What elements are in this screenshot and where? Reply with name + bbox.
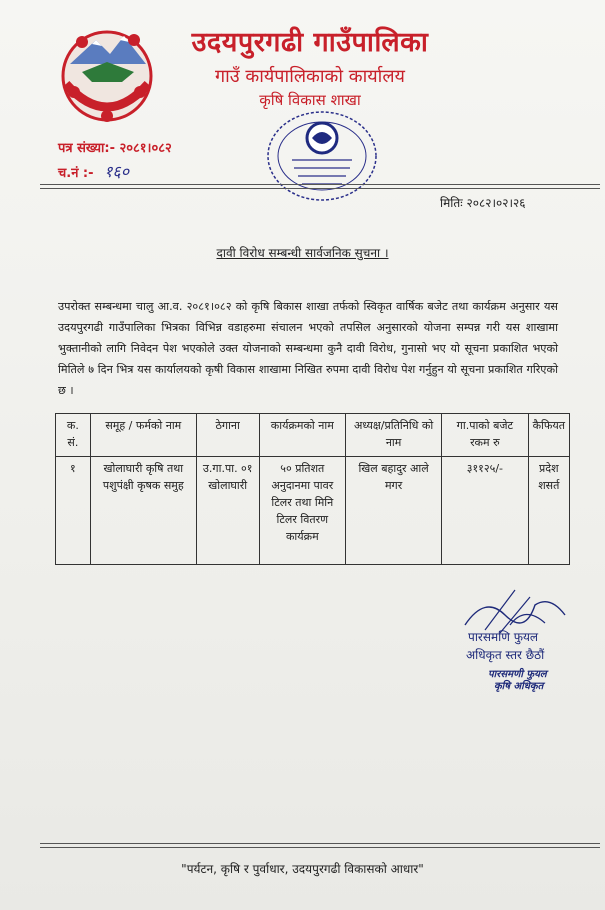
municipality-name: उदयपुरगढी गाउँपालिका bbox=[191, 27, 429, 58]
cell-remarks: प्रदेश शसर्त bbox=[528, 457, 569, 565]
col-program: कार्यक्रमको नाम bbox=[259, 414, 345, 457]
table-header-row bbox=[56, 414, 570, 457]
cell-budget: ३११२५/- bbox=[442, 457, 528, 565]
branch-name: कृषि विकास शाखा bbox=[259, 91, 361, 109]
table-row bbox=[56, 457, 570, 565]
signatory-name: पारसमणि फुयल bbox=[468, 630, 539, 644]
col-group: समूह / फर्मको नाम bbox=[90, 414, 196, 457]
cell-group: खोलाघारी कृषि तथा पशुपंक्षी कृषक समुह bbox=[90, 457, 196, 565]
col-budget: गा.पाको बजेट रकम रु bbox=[442, 414, 528, 457]
header-divider-2 bbox=[40, 188, 600, 189]
signature-stamp-title: कृषि अधिकृत bbox=[494, 681, 544, 692]
letter-number: पत्र संख्या:- २०८१।०८२ bbox=[58, 141, 172, 156]
col-sn: क. सं. bbox=[56, 414, 91, 457]
letter-date: मितिः २०८२।०२।२६ bbox=[440, 196, 526, 210]
col-chair: अध्यक्ष/प्रतिनिधि को नाम bbox=[346, 414, 442, 457]
cell-sn: १ bbox=[56, 457, 91, 565]
cell-address: उ.गा.पा. ०१ खोलाघारी bbox=[196, 457, 259, 565]
footer-divider bbox=[40, 843, 600, 844]
signature-stamp-name: पारसमणी फुयल bbox=[488, 669, 547, 680]
office-seal-stamp-icon bbox=[252, 98, 392, 206]
office-name: गाउँ कार्यपालिकाको कार्यालय bbox=[215, 66, 405, 87]
notice-subject: दावी विरोध सम्बन्धी सार्वजनिक सुचना । bbox=[216, 246, 389, 260]
col-address: ठेगाना bbox=[196, 414, 259, 457]
notice-body: उपरोक्त सम्बन्धमा चालु आ.व. २०८१।०८२ को कृषि बिकास शाखा तर्फको स्विकृत वार्षिक बजेट तथा कार्यक्रम अनुसार यस उदयपुरगढी गाउँपालिका भित्रका विभिन्न वडाहरुमा संचालन भएको तपसिल अनुसारको योजना सम्पन्न गरी यस शाखामा भुक्तानीको लागि निवेदन पेश भएकोले उक्त योजनाको सम्बन्धमा कुनै दावी विरोध, गुनासो भए यो सूचना प्रकाशित भएको मितिले ७ दिन भित्र यस कार्यालयको कृषी विकास शाखामा निखित रुपमा दावी विरोध पेश गर्नुहुन यो सूचना प्रकाशित गरिएको छ । bbox=[58, 300, 558, 397]
header-divider bbox=[40, 184, 600, 185]
footer-divider-2 bbox=[40, 847, 600, 848]
col-remarks: कैफियत bbox=[528, 414, 569, 457]
dispatch-number: च.नं :- १६० bbox=[58, 162, 130, 181]
program-table bbox=[55, 413, 570, 565]
nepal-emblem-icon bbox=[52, 18, 162, 133]
signatory-title: अधिकृत स्तर छैठौं bbox=[466, 648, 545, 662]
cell-chair: खिल बहादुर आले मगर bbox=[346, 457, 442, 565]
footer-slogan: "पर्यटन, कृषि र पुर्वाधार, उदयपुरगढी विकासको आधार" bbox=[181, 862, 424, 876]
cell-program: ५० प्रतिशत अनुदानमा पावर टिलर तथा मिनि टिलर वितरण कार्यक्रम bbox=[259, 457, 345, 565]
